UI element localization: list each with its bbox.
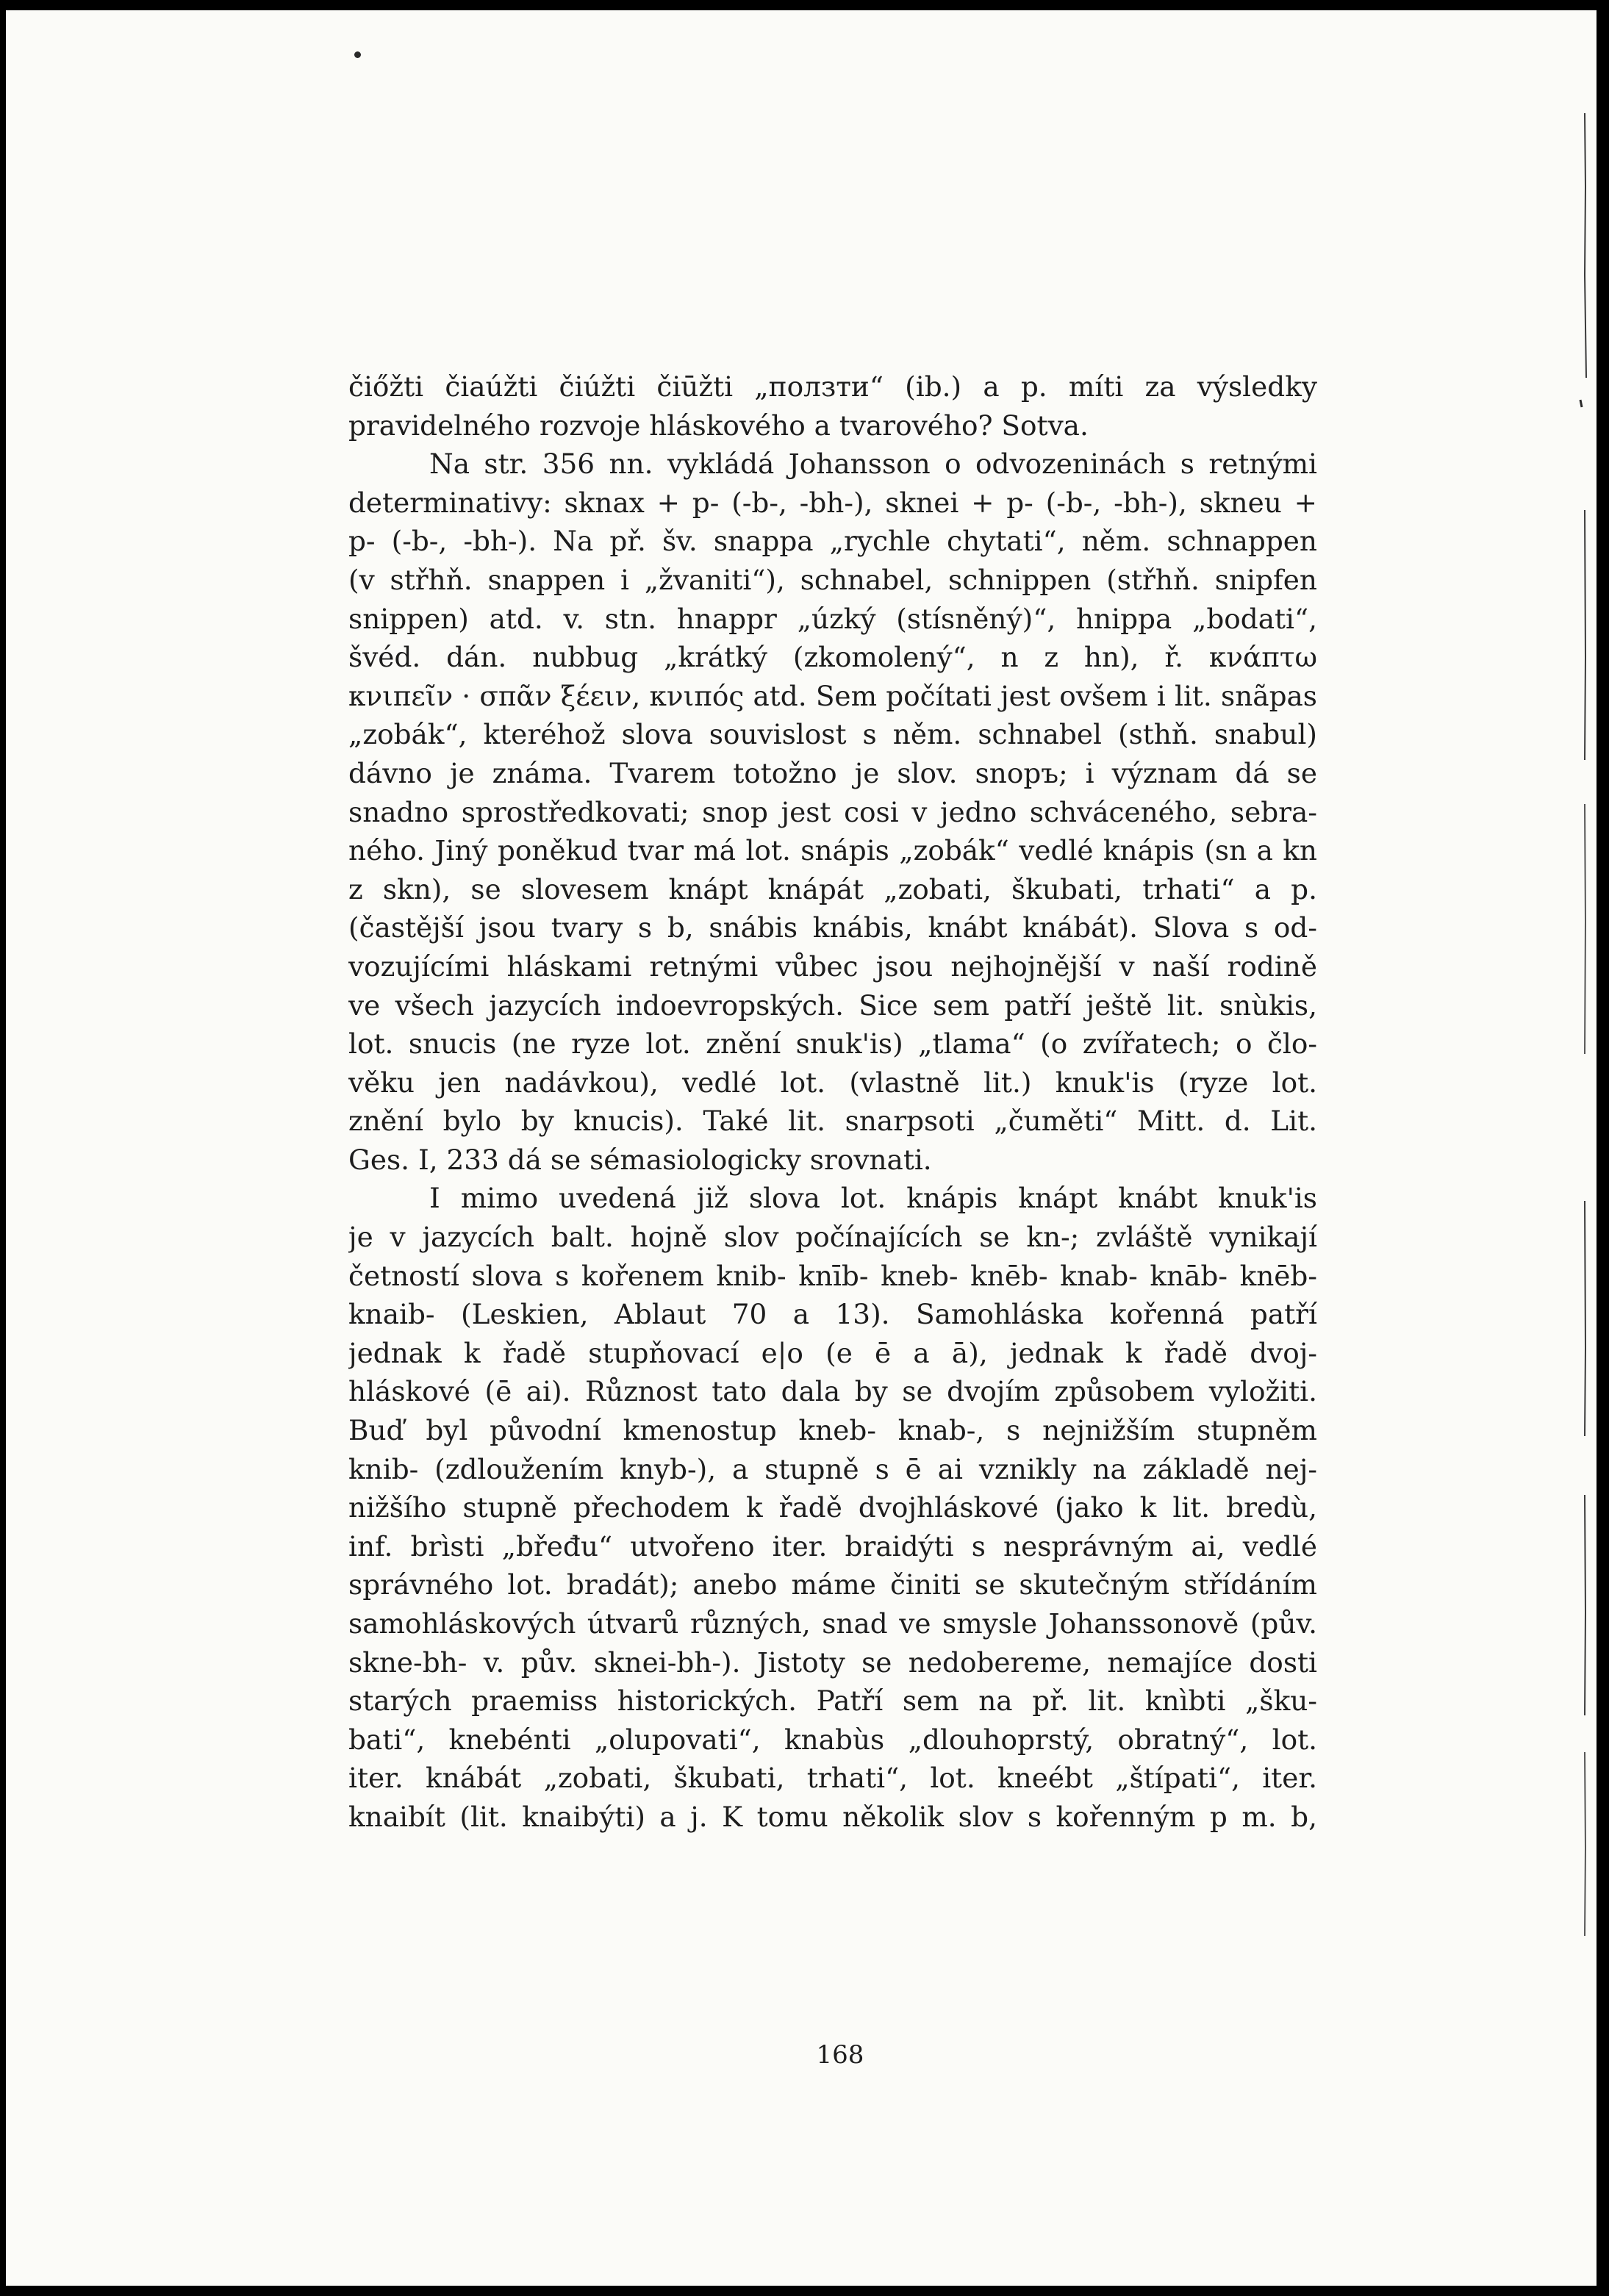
text-line: z skn), se slovesem knápt knápát „zobati, škubati, trhati“ a p. [348, 872, 1317, 905]
text-line: pravidelného rozvoje hláskového a tvarového? Sotva. [348, 409, 1089, 442]
text-line: knaibít (lit. knaibýti) a j. K tomu několik slov s kořenným p m. b, [348, 1800, 1317, 1833]
text-line: (v střhň. snappen i „žvaniti“), schnabel, schnippen (střhň. snipfen [348, 563, 1317, 596]
text-line: Ges. I, 233 dá se sémasiologicky srovnati. [348, 1143, 932, 1176]
scan-dust-mark [354, 51, 361, 58]
text-line: hláskové (ē ai). Různost tato dala by se dvojím způsobem vyložiti. [348, 1375, 1317, 1408]
text-line: snippen) atd. v. stn. hnappr „úzký (stísněný)“, hnippa „bodati“, [348, 602, 1317, 635]
text-line: inf. brìsti „břeđu“ utvořeno iter. braidýti s nesprávným ai, vedlé [348, 1529, 1317, 1563]
text-line: snadno sprostředkovati; snop jest cosi v jedno schváceného, sebra- [348, 795, 1317, 828]
page-scan [6, 10, 1597, 2286]
text-line: čiőžti čiaúžti čiúžti čiūžti „ползти“ (ib.) a p. míti za výsledky [348, 370, 1317, 403]
page-edge-marks [1577, 98, 1592, 2009]
text-line: p- (-b-, -bh-). Na př. šv. snappa „rychle chytati“, něm. schnappen [348, 525, 1317, 558]
text-line: iter. knábát „zobati, škubati, trhati“, lot. kneébt „štípati“, iter. [348, 1762, 1317, 1795]
text-line: determinativy: sknax + p- (-b-, -bh-), sknei + p- (-b-, -bh-), skneu + [348, 486, 1317, 519]
text-line: znění bylo by knucis). Také lit. snarpsoti „čuměti“ Mitt. d. Lit. [348, 1105, 1317, 1138]
text-line: švéd. dán. nubbug „krátký (zkomolený“, n z hn), ř. κνάπτω [348, 641, 1317, 674]
page-number: 168 [816, 2040, 864, 2070]
text-line: bati“, knebénti „olupovati“, knabùs „dlouhoprstý, obratný“, lot. [348, 1723, 1317, 1756]
text-line: samohláskových útvarů různých, snad ve smysle Johanssonově (pův. [348, 1607, 1317, 1640]
text-line: četností slova s kořenem knib- knīb- kneb- knēb- knab- knāb- knēb- [348, 1259, 1317, 1292]
text-line: (častější jsou tvary s b, snábis knábis, knábt knábát). Slova s od- [348, 911, 1317, 944]
text-line: Na str. 356 nn. vykládá Johansson o odvozeninách s retnými [429, 448, 1317, 481]
text-line: dávno je známa. Tvarem totožno je slov. snopъ; i význam dá se [348, 756, 1317, 789]
text-line: nižšího stupně přechodem k řadě dvojhláskové (jako k lit. bredù, [348, 1491, 1317, 1524]
body-text [348, 367, 1317, 1837]
text-line: skne-bh- v. pův. sknei-bh-). Jistoty se nedoberemе, nemajíce dosti [348, 1646, 1317, 1679]
text-line: ného. Jiný poněkud tvar má lot. snápis „zobák“ vedlé knápis (sn a kn [348, 834, 1317, 867]
text-line: I mimo uvedená již slova lot. knápis knápt knábt knuk'is [429, 1182, 1317, 1215]
text-line: κνιπεῖν · σπᾶν ξέειν, κνιπός atd. Sem počítati jest ovšem i lit. snãpas [348, 679, 1317, 712]
text-line: starých praemiss historických. Patří sem na př. lit. knìbti „šku- [348, 1685, 1317, 1718]
text-line: knaib- (Leskien, Ablaut 70 a 13). Samohláska kořenná patří [348, 1298, 1317, 1331]
text-line: věku jen nadávkou), vedlé lot. (vlastně lit.) knuk'is (ryze lot. [348, 1066, 1317, 1099]
text-line: jednak k řadě stupňovací e|o (e ē a ā), jednak k řadě dvoj- [348, 1336, 1317, 1369]
text-line: ve všech jazycích indoevropských. Sice sem patří ještě lit. snùkis, [348, 989, 1317, 1022]
text-line: správného lot. bradát); anebo máme činiti se skutečným střídáním [348, 1568, 1317, 1601]
text-line: Buď byl původní kmenostup kneb- knab-, s nejnižším stupněm [348, 1414, 1317, 1447]
text-line: knib- (zdloužením knyb-), a stupně s ē ai vznikly na základě nej- [348, 1452, 1317, 1485]
text-line: vozujícími hláskami retnými vůbec jsou nejhojnější v naší rodině [348, 950, 1317, 983]
text-line: je v jazycích balt. hojně slov počínajících se kn-; zvláště vynikají [348, 1221, 1317, 1254]
text-line: lot. snucis (ne ryze lot. znění snuk'is) „tlama“ (o zvířatech; o člo- [348, 1027, 1317, 1061]
text-line: „zobák“, kteréhož slova souvislost s něm. schnabel (sthň. snabul) [348, 718, 1317, 751]
